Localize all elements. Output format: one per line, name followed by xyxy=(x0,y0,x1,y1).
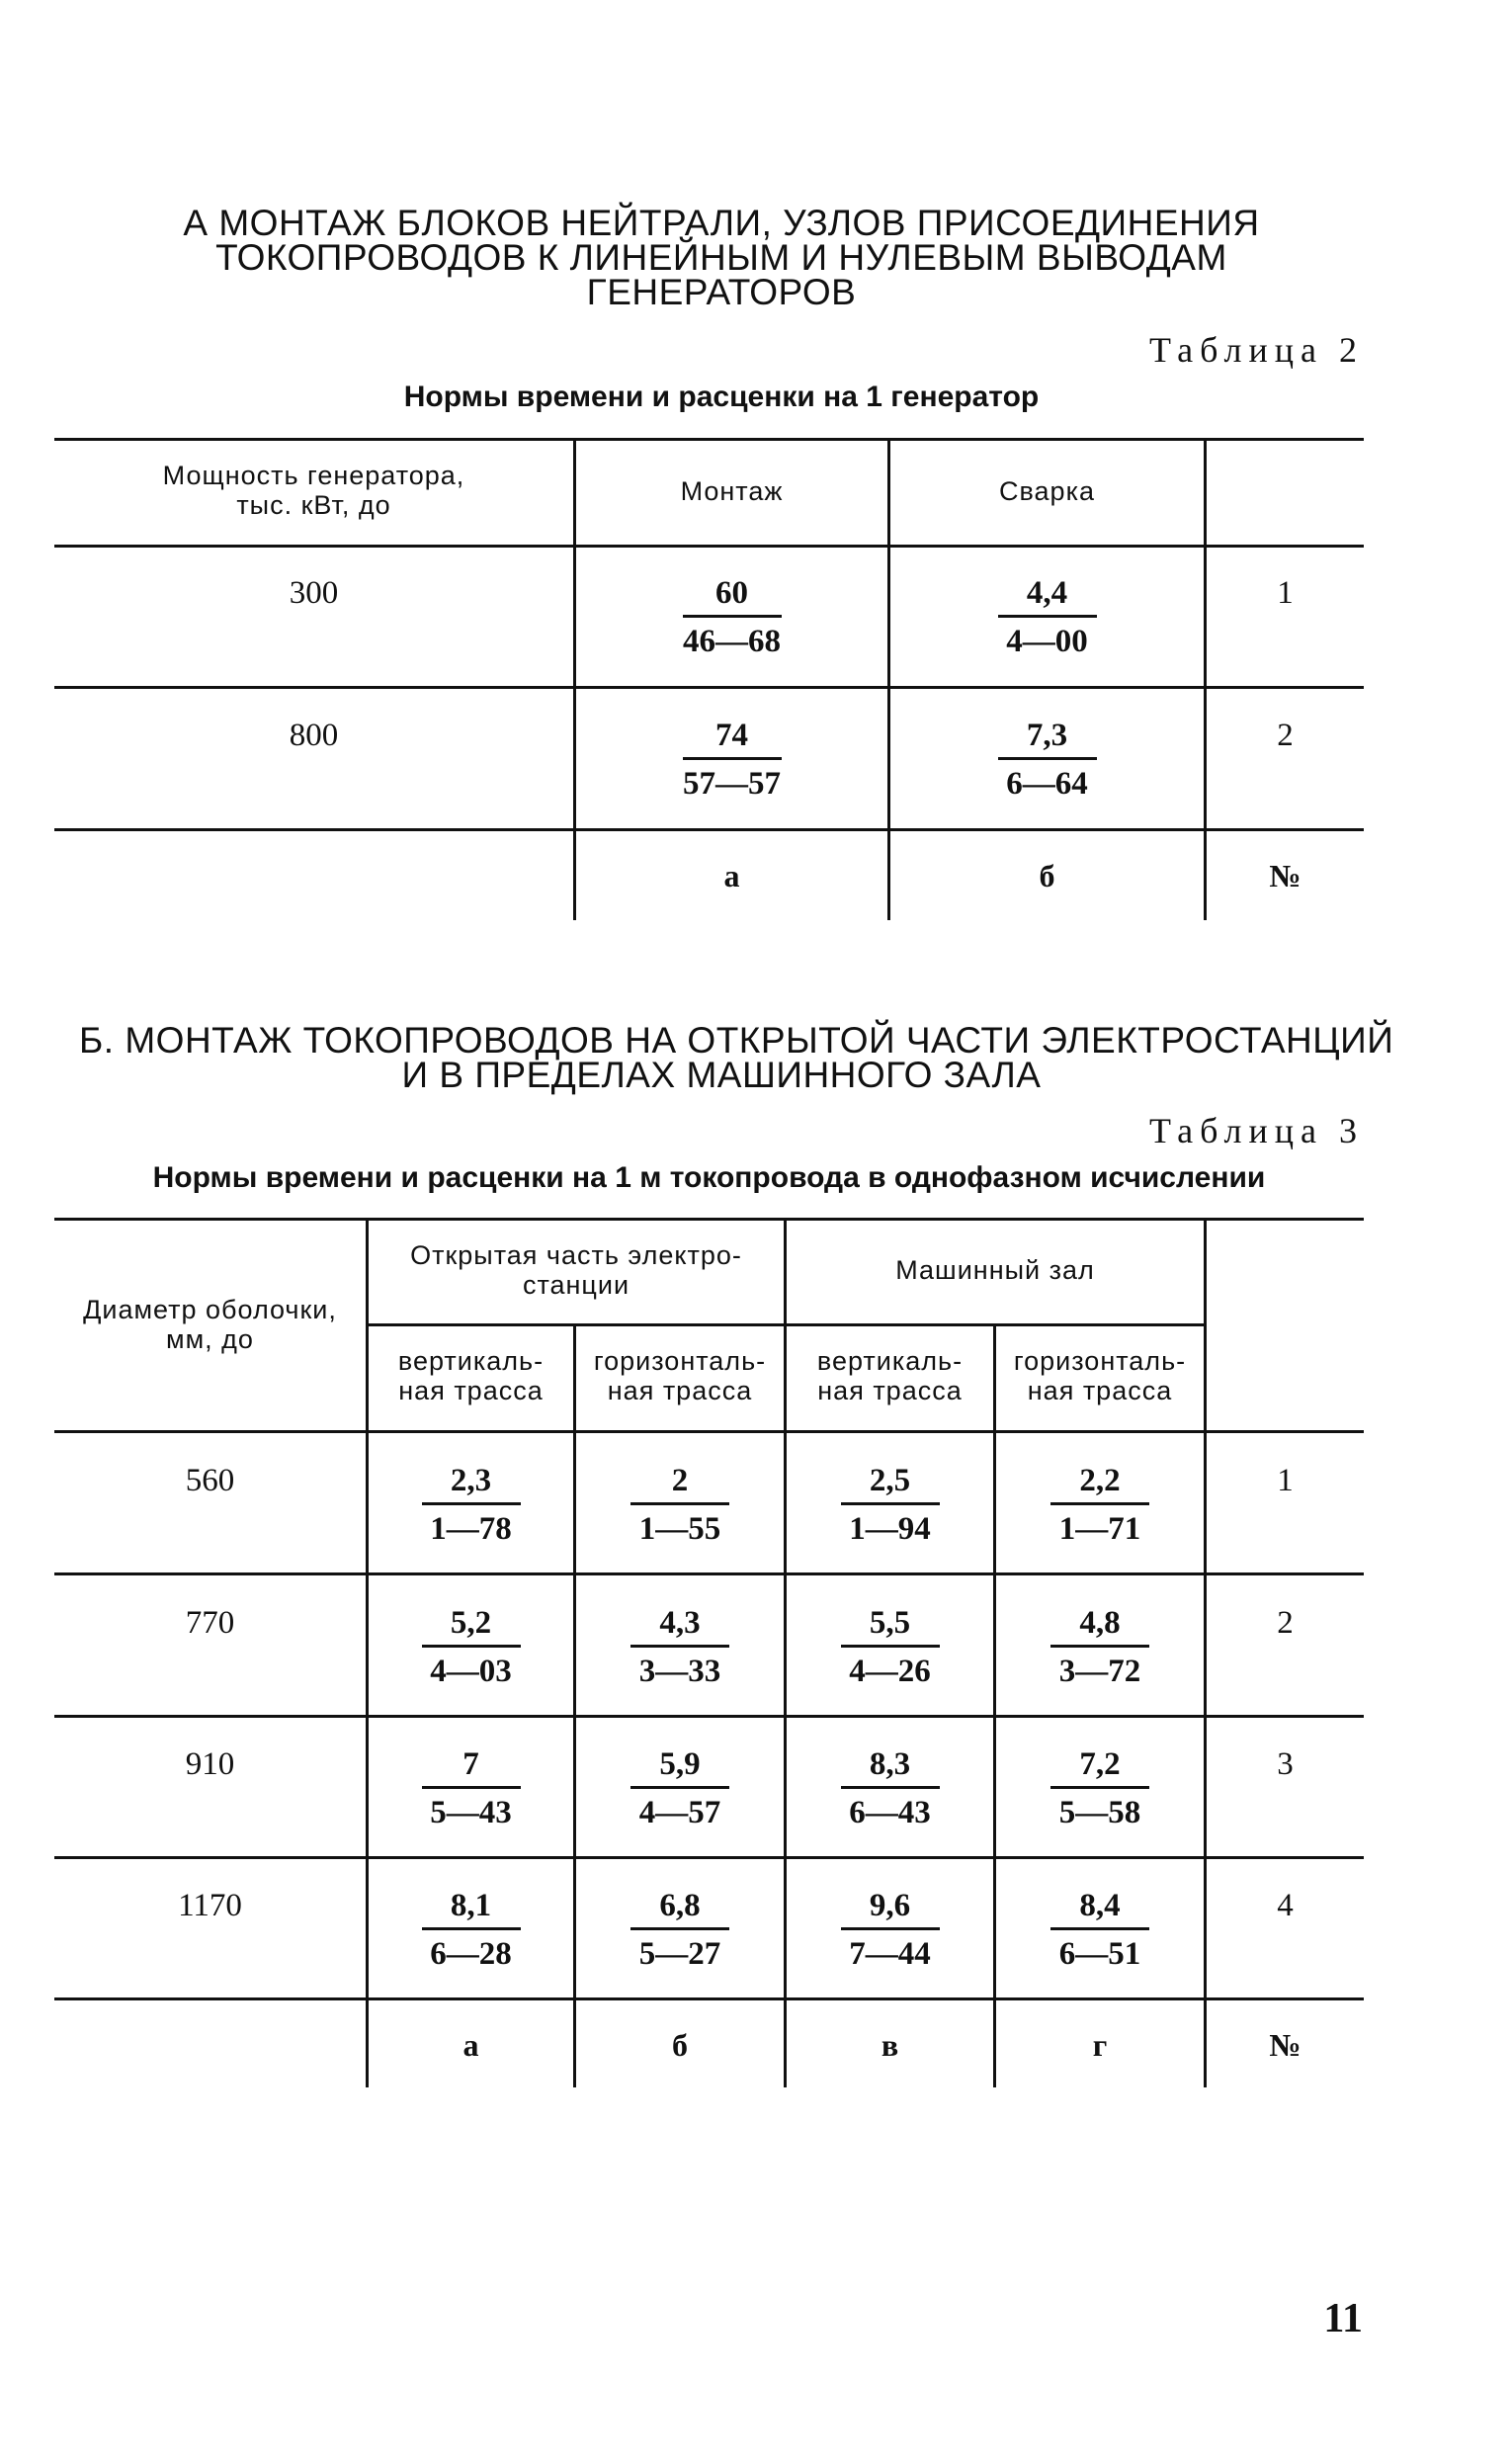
table-3-row-number: 1 xyxy=(1277,1463,1294,1498)
table-2-header-weld: Сварка xyxy=(999,476,1095,506)
header-text: вертикаль- xyxy=(397,1346,545,1376)
table-3-row-rule xyxy=(54,1997,1364,2000)
price: 4—00 xyxy=(1006,624,1088,659)
table-3-label: Таблица 3 xyxy=(1149,1111,1364,1150)
time-norm: 5,5 xyxy=(841,1603,940,1648)
section-a-heading-line: А МОНТАЖ БЛОКОВ НЕЙТРАЛИ, УЗЛОВ ПРИСОЕДИНЕНИЯ xyxy=(183,203,1260,243)
header-text: ная трасса xyxy=(398,1376,544,1405)
time-norm: 5,2 xyxy=(422,1603,521,1648)
section-a-heading xyxy=(79,203,1364,312)
price: 1—94 xyxy=(849,1511,931,1547)
time-norm: 60 xyxy=(683,573,782,618)
price: 1—55 xyxy=(638,1511,721,1547)
price: 4—03 xyxy=(430,1654,512,1689)
price: 7—44 xyxy=(849,1936,931,1972)
price: 6—28 xyxy=(430,1936,512,1972)
table-3-row-rule xyxy=(54,1572,1364,1575)
table-3-diameter-value: 560 xyxy=(185,1463,235,1498)
time-norm: 74 xyxy=(683,716,782,760)
table-3-norm-cell xyxy=(369,1886,573,1974)
time-norm: 6,8 xyxy=(630,1886,729,1930)
table-3-norm-cell xyxy=(576,1461,784,1549)
table-2-header-montage: Монтаж xyxy=(680,476,784,506)
table-2-power-value: 300 xyxy=(289,575,339,611)
price: 3—33 xyxy=(638,1654,721,1689)
table-3-norm-cell xyxy=(576,1603,784,1691)
time-norm: 2,2 xyxy=(1050,1461,1149,1505)
table-3-header-rule xyxy=(54,1430,1364,1433)
table-3-norm-cell xyxy=(369,1744,573,1832)
table-3-footer-c: в xyxy=(881,2027,899,2063)
header-text: вертикаль- xyxy=(816,1346,964,1376)
header-text: горизонталь- xyxy=(593,1346,767,1376)
table-3-norm-cell xyxy=(369,1603,573,1691)
time-norm: 8,1 xyxy=(422,1886,521,1930)
table-2-power-value: 800 xyxy=(289,718,339,753)
table-2-footer-no: № xyxy=(1269,858,1301,893)
table-2-montage-norm xyxy=(576,716,887,804)
price: 57—57 xyxy=(683,766,781,802)
header-text: ная трасса xyxy=(817,1376,963,1405)
header-text: станции xyxy=(522,1270,630,1300)
table-2-row-rule xyxy=(54,686,1364,689)
time-norm: 2,5 xyxy=(841,1461,940,1505)
time-norm: 4,4 xyxy=(998,573,1097,618)
price: 4—26 xyxy=(849,1654,931,1689)
table-3-row-rule xyxy=(54,1715,1364,1718)
table-3-header-open-part xyxy=(369,1240,784,1300)
table-2-label: Таблица 2 xyxy=(1149,330,1364,370)
table-3-norm-cell xyxy=(576,1886,784,1974)
table-3-header-machine-hall: Машинный зал xyxy=(895,1255,1095,1285)
table-2-header-rule xyxy=(54,545,1364,548)
table-3-subheader xyxy=(576,1346,784,1405)
price: 1—78 xyxy=(430,1511,512,1547)
time-norm: 7 xyxy=(422,1744,521,1789)
table-3-header-diameter xyxy=(54,1295,366,1354)
section-a-heading-line: ТОКОПРОВОДОВ К ЛИНЕЙНЫМ И НУЛЕВЫМ ВЫВОДАМ xyxy=(215,237,1227,278)
table-2-col-rule xyxy=(573,438,576,920)
table-3-row-number: 2 xyxy=(1277,1605,1294,1641)
table-3-row-rule xyxy=(54,1856,1364,1859)
time-norm: 2 xyxy=(630,1461,729,1505)
section-a-heading-line: ГЕНЕРАТОРОВ xyxy=(586,272,857,312)
time-norm: 2,3 xyxy=(422,1461,521,1505)
header-text: Мощность генератора, xyxy=(162,461,465,490)
price: 1—71 xyxy=(1058,1511,1141,1547)
table-3-footer-b: б xyxy=(672,2027,688,2063)
time-norm: 4,8 xyxy=(1050,1603,1149,1648)
table-3-norm-cell xyxy=(787,1603,993,1691)
table-2-caption: Нормы времени и расценки на 1 генератор xyxy=(403,381,1040,413)
table-2-top-rule xyxy=(54,438,1364,441)
time-norm: 7,3 xyxy=(998,716,1097,760)
table-3-norm-cell xyxy=(787,1461,993,1549)
table-3-norm-cell xyxy=(369,1461,573,1549)
header-text: ная трасса xyxy=(607,1376,753,1405)
price: 5—27 xyxy=(638,1936,721,1972)
table-3-diameter-value: 1170 xyxy=(178,1888,242,1923)
header-text: тыс. кВт, до xyxy=(236,490,391,520)
table-3-subheader xyxy=(369,1346,573,1405)
table-2-weld-norm xyxy=(890,716,1204,804)
time-norm: 8,4 xyxy=(1050,1886,1149,1930)
table-2-col-rule xyxy=(1204,438,1207,920)
section-b-heading-line: И В ПРЕДЕЛАХ МАШИННОГО ЗАЛА xyxy=(401,1055,1042,1095)
price: 6—51 xyxy=(1058,1936,1141,1972)
table-3-norm-cell xyxy=(787,1886,993,1974)
header-text: Открытая часть электро- xyxy=(410,1240,742,1270)
table-3-norm-cell xyxy=(996,1886,1204,1974)
price: 5—58 xyxy=(1058,1795,1141,1830)
table-3-footer-a: а xyxy=(462,2027,479,2063)
header-text: мм, до xyxy=(166,1324,254,1354)
table-2-header-power xyxy=(54,461,573,520)
section-b-heading-line: Б. МОНТАЖ ТОКОПРОВОДОВ НА ОТКРЫТОЙ ЧАСТИ ЭЛЕКТРОСТАНЦИЙ xyxy=(79,1020,1394,1061)
section-b-heading xyxy=(79,1020,1394,1095)
table-2-footer-b: б xyxy=(1039,858,1055,893)
table-3-row-number: 4 xyxy=(1277,1888,1294,1923)
table-3-footer-no: № xyxy=(1269,2027,1301,2063)
price: 4—57 xyxy=(638,1795,721,1830)
price: 46—68 xyxy=(683,624,781,659)
table-3-col-rule xyxy=(1204,1218,1207,2087)
table-3-footer-d: г xyxy=(1092,2027,1108,2063)
page-number: 11 xyxy=(1323,2296,1363,2341)
price: 3—72 xyxy=(1058,1654,1141,1689)
time-norm: 9,6 xyxy=(841,1886,940,1930)
time-norm: 7,2 xyxy=(1050,1744,1149,1789)
table-3-norm-cell xyxy=(996,1603,1204,1691)
price: 6—64 xyxy=(1006,766,1088,802)
table-3-subheader xyxy=(787,1346,993,1405)
table-2-col-rule xyxy=(887,438,890,920)
header-text: Диаметр оболочки, xyxy=(83,1295,337,1324)
table-2-row-rule xyxy=(54,828,1364,831)
table-3-norm-cell xyxy=(787,1744,993,1832)
table-2-row-number: 2 xyxy=(1277,718,1294,753)
table-3-caption: Нормы времени и расценки на 1 м токопровода в однофазном исчислении xyxy=(152,1161,1266,1194)
time-norm: 5,9 xyxy=(630,1744,729,1789)
time-norm: 8,3 xyxy=(841,1744,940,1789)
table-2-footer-a: а xyxy=(723,858,740,893)
table-3-norm-cell xyxy=(996,1461,1204,1549)
table-3-top-rule xyxy=(54,1218,1364,1221)
table-3-subheader xyxy=(996,1346,1204,1405)
header-text: горизонталь- xyxy=(1013,1346,1187,1376)
table-2-row-number: 1 xyxy=(1277,575,1294,611)
table-3-row-number: 3 xyxy=(1277,1746,1294,1782)
table-3-norm-cell xyxy=(996,1744,1204,1832)
table-3-diameter-value: 770 xyxy=(185,1605,235,1641)
table-3-norm-cell xyxy=(576,1744,784,1832)
table-3-diameter-value: 910 xyxy=(185,1746,235,1782)
price: 6—43 xyxy=(849,1795,931,1830)
price: 5—43 xyxy=(430,1795,512,1830)
time-norm: 4,3 xyxy=(630,1603,729,1648)
header-text: ная трасса xyxy=(1027,1376,1173,1405)
table-2-weld-norm xyxy=(890,573,1204,661)
table-2-montage-norm xyxy=(576,573,887,661)
